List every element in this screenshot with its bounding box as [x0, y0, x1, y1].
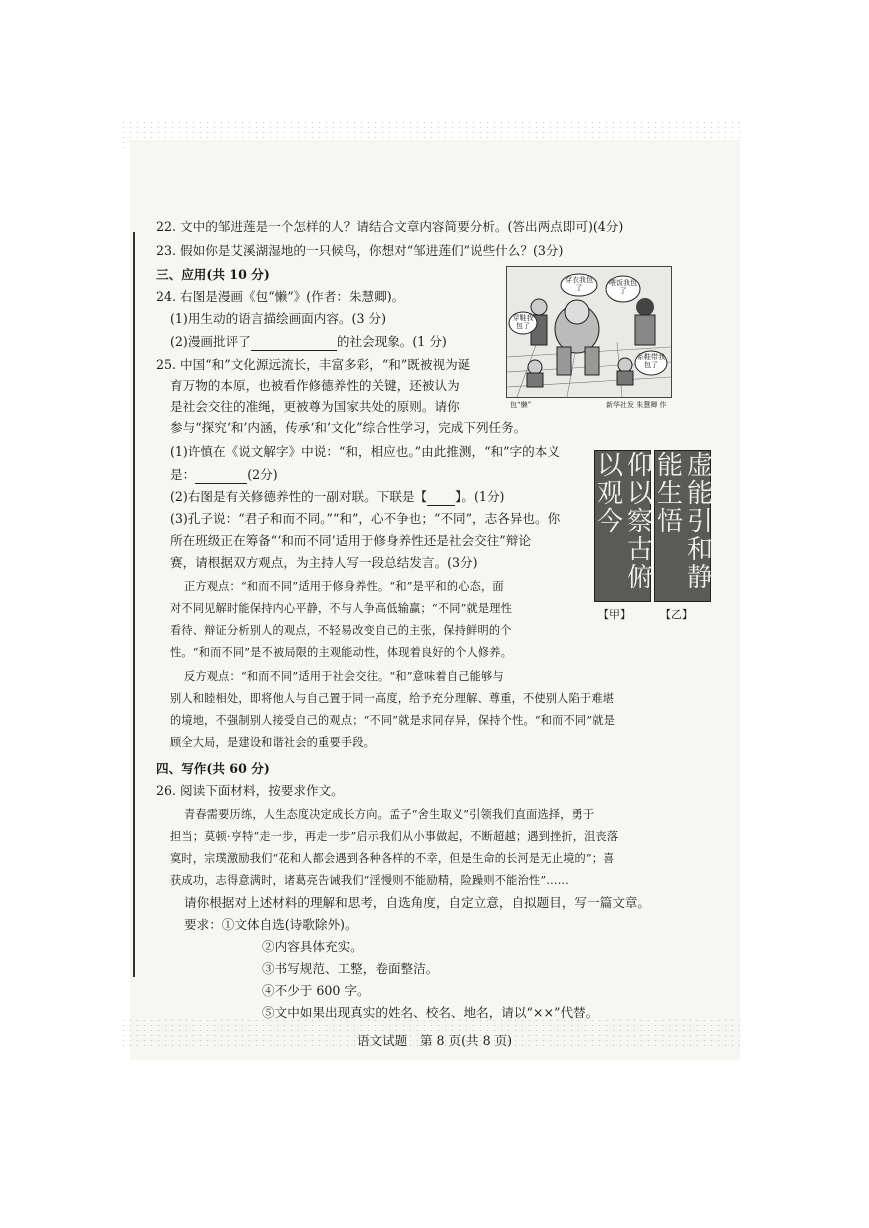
pro-view-line-2: 对不同见解时能保持内心平静，不与人争高低输赢；“不同”就是理性 — [170, 602, 513, 615]
con-view-line-2: 别人和睦相处，即将他人与自己置于同一高度，给予充分理解、尊重，不使别人陷于难堪 — [170, 692, 615, 705]
bubble-dress: 穿衣我包了 — [565, 276, 593, 292]
requirement-1: 要求：①文体自选(诗歌除外)。 — [184, 917, 358, 932]
cartoon-credit: 新华社发 朱慧卿 作 — [606, 401, 667, 409]
requirement-3: ③书写规范、工整，卷面整洁。 — [262, 961, 439, 976]
couplet-right-text: 虚能引和静能生悟 — [652, 451, 713, 591]
answer-blank[interactable] — [251, 332, 337, 351]
question-24: 24. 右图是漫画《包“懒”》(作者：朱慧卿)。 — [156, 289, 405, 304]
question-25-line-2: 育万物的本原，也被看作修德养性的关键，还被认为 — [170, 378, 460, 393]
bubble-shoes: 穿鞋我包了 — [512, 314, 534, 330]
question-25-1-prefix: 是： — [170, 467, 196, 482]
material-line-3: 寞时，宗璞激励我们“花和人都会遇到各种各样的不幸，但是生命的长河是无止境的”；喜 — [170, 852, 615, 865]
answer-blank[interactable] — [427, 487, 455, 506]
page-footer: 语文试题 第 8 页(共 8 页) — [356, 1033, 513, 1048]
question-25-2-prefix: (2)右图是有关修德养性的一副对联。下联是【 — [170, 489, 428, 504]
answer-blank[interactable] — [195, 465, 247, 484]
couplet-label-jia: 【甲】 — [598, 608, 631, 621]
writing-instruction: 请你根据对上述材料的理解和思考，自选角度，自定立意，自拟题目，写一篇文章。 — [184, 895, 650, 910]
question-25-3-line-3: 赛，请根据双方观点，为主持人写一段总结发言。(3分) — [170, 555, 478, 570]
question-26: 26. 阅读下面材料，按要求作文。 — [156, 783, 344, 798]
requirement-2: ②内容具体充实。 — [262, 939, 363, 954]
question-25-line-1: 25. 中国“和”文化源远流长，丰富多彩，“和”既被视为诞 — [156, 357, 471, 372]
couplet-right-scroll — [654, 450, 711, 602]
question-24-2-suffix: 的社会现象。(1 分) — [336, 334, 447, 349]
cartoon-bao-lan — [506, 266, 672, 398]
question-25-1: (1)许慎在《说文解字》中说：“和，相应也。”由此推测，“和”字的本义 — [170, 444, 560, 459]
pro-view-line-4: 性。“和而不同”是不被局限的主观能动性，体现着良好的个人修养。 — [170, 646, 513, 659]
question-25-1-points: (2分) — [247, 467, 278, 482]
question-25-2 — [170, 487, 504, 506]
material-line-1: 青春需要历练，人生态度决定成长方向。孟子“舍生取义”引领我们直面选择，勇于 — [184, 808, 595, 821]
con-view-line-3: 的境地，不强制别人接受自己的观点；“不同”就是求同存异，保持个性。“和而不同”就是 — [170, 714, 616, 727]
question-23: 23. 假如你是艾溪湖湿地的一只候鸟，你想对“邹进莲们”说些什么？(3分) — [156, 243, 564, 258]
cartoon-title: 包“懒” — [510, 401, 532, 409]
couplet-left-scroll — [594, 450, 651, 602]
couplet-label-yi: 【乙】 — [660, 608, 693, 621]
section-3-heading: 三、应用(共 10 分) — [156, 267, 270, 282]
requirement-4: ④不少于 600 字。 — [262, 983, 370, 998]
bubble-feed: 喂饭我包了 — [609, 279, 637, 295]
question-24-2 — [170, 332, 447, 351]
con-view-line-1: 反方观点：“和而不同”适用于社会交往。“和”意味着自己能够与 — [184, 670, 504, 683]
question-22: 22. 文中的邹进莲是一个怎样的人？请结合文章内容简要分析。(答出两点即可)(4分) — [156, 219, 624, 234]
margin-rule — [133, 232, 135, 977]
requirement-5: ⑤文中如果出现真实的姓名、校名、地名，请以“××”代替。 — [262, 1005, 599, 1020]
question-24-1: (1)用生动的语言描绘画面内容。(3 分) — [170, 311, 386, 326]
question-25-line-3: 是社会交往的准绳，更被尊为国家共处的原则。请你 — [170, 399, 460, 414]
question-25-3-line-2: 所在班级正在筹备“‘和而不同’适用于修身养性还是社会交往”辩论 — [170, 533, 531, 548]
question-25-2-suffix: 】。(1分) — [455, 489, 505, 504]
question-25-3-line-1: (3)孔子说：“君子和而不同。”“和”，心不争也；“不同”，志各异也。你 — [170, 511, 561, 526]
pro-view-line-3: 看待、辩证分析别人的观点，不轻易改变自己的主张，保持鲜明的个 — [170, 624, 512, 637]
pro-view-line-1: 正方观点：“和而不同”适用于修身养性。“和”是平和的心态，面 — [184, 580, 504, 593]
section-4-heading: 四、写作(共 60 分) — [156, 761, 270, 776]
question-25-1-answer — [170, 465, 278, 484]
question-24-2-prefix: (2)漫画批评了 — [170, 334, 251, 349]
question-25-line-4: 参与“探究‘和’内涵，传承‘和’文化”综合性学习，完成下列任务。 — [170, 420, 527, 435]
material-line-4: 获成功，志得意满时，诸葛亮告诫我们“淫慢则不能励精，险躁则不能治性”…… — [170, 874, 570, 887]
con-view-line-4: 顾全大局，是建设和谐社会的重要手段。 — [170, 736, 375, 749]
material-line-2: 担当；莫顿·亨特“走一步，再走一步”启示我们从小事做起，不断超越；遇到挫折，沮丧落 — [170, 830, 619, 843]
bubble-laces: 系鞋带我包了 — [637, 353, 665, 369]
couplet-left-text: 仰以察古俯以观今 — [592, 451, 653, 591]
